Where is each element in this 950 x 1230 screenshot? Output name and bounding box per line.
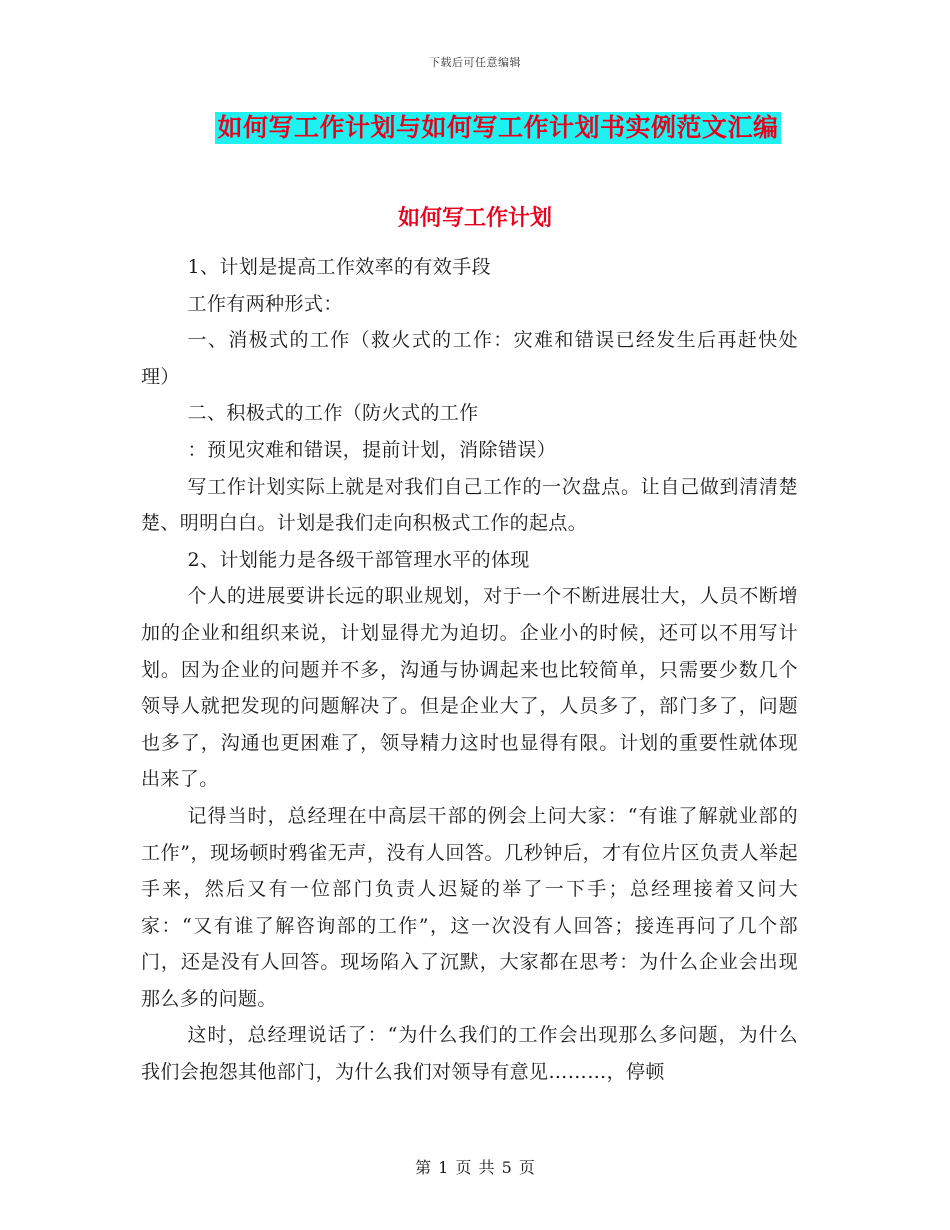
paragraph: 记得当时，总经理在中高层干部的例会上问大家：“有谁了解就业部的工作”，现场顿时鸦雀无声，没有人回答。几秒钟后，才有位片区负责人举起手来，然后又有一位部门负责人迟疑的举了一下手；总经理接着又问大家：“又有谁了解咨询部的工作”，这一次没有人回答；接连再问了几个部门，还是没有人回答。现场陷入了沉默，大家都在思考：为什么企业会出现那么多的问题。 (141, 804, 798, 1010)
page-header-note: 下载后可任意编辑 (429, 56, 521, 69)
document-body (141, 249, 798, 1091)
paragraph: ：预见灾难和错误，提前计划，消除错误） (187, 438, 557, 461)
paragraph: 2、计划能力是各级干部管理水平的体现 (187, 548, 530, 571)
main-title-container (0, 112, 950, 144)
paragraph: 一、消极式的工作（救火式的工作：灾难和错误已经发生后再赶快处理） (141, 329, 798, 388)
paragraph: 个人的进展要讲长远的职业规划，对于一个不断进展壮大，人员不断增加的企业和组织来说，计划显得尤为迫切。企业小的时候，还可以不用写计划。因为企业的问题并不多，沟通与协调起来也比较简单，只需要少数几个领导人就把发现的问题解决了。但是企业大了，人员多了，部门多了，问题也多了，沟通也更困难了，领导精力这时也显得有限。计划的重要性就体现出来了。 (141, 585, 798, 791)
paragraph: 二、积极式的工作（防火式的工作 (187, 402, 479, 425)
paragraph: 工作有两种形式： (187, 292, 343, 315)
page-number-footer: 第 1 页 共 5 页 (415, 1158, 535, 1177)
section-title: 如何写工作计划 (397, 205, 552, 231)
document-main-title: 如何写工作计划与如何写工作计划书实例范文汇编 (217, 113, 779, 142)
paragraph: 这时，总经理说话了：“为什么我们的工作会出现那么多问题，为什么我们会抱怨其他部门，为什么我们对领导有意见………，停顿 (141, 1024, 798, 1084)
paragraph: 1、计划是提高工作效率的有效手段 (187, 256, 492, 278)
paragraph: 写工作计划实际上就是对我们自己工作的一次盘点。让自己做到清清楚楚、明明白白。计划是我们走向积极式工作的起点。 (141, 475, 798, 535)
